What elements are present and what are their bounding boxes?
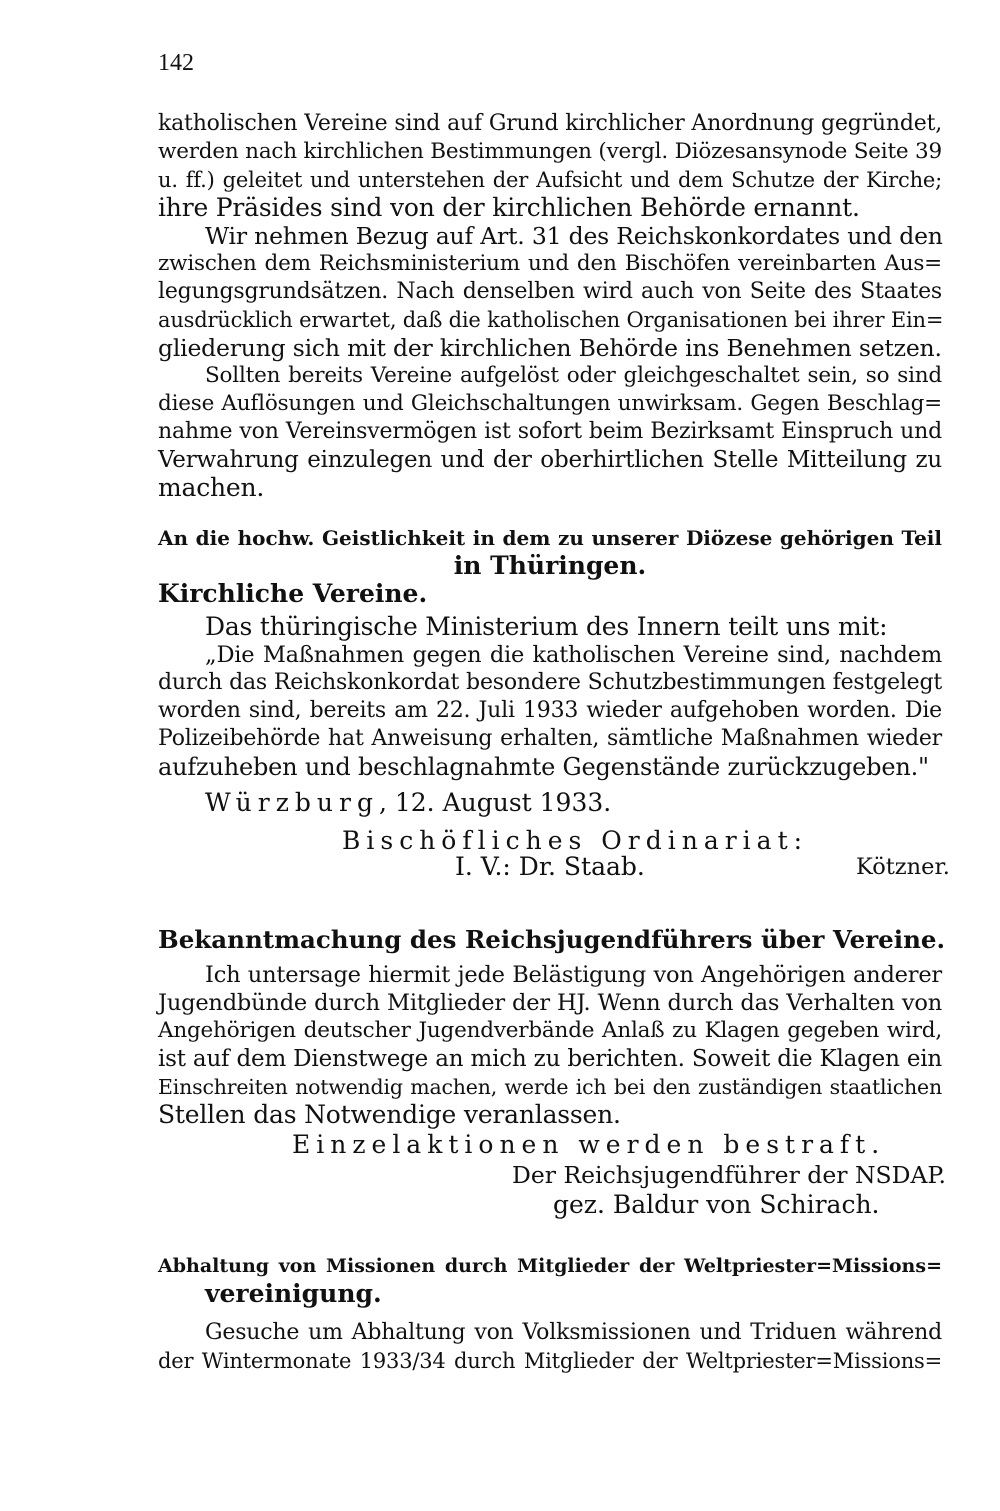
section-heading: Bekanntmachung des Reichsjugendführers über Vereine. [158, 925, 946, 954]
text-line: Verwahrung einzulegen und der oberhirtlichen Stelle Mitteilung zu [158, 447, 942, 473]
office-name: Bischöfliches Ordinariat: [342, 826, 809, 855]
text-line: gliederung sich mit der kirchlichen Behörde ins Benehmen setzen. [158, 334, 942, 362]
text-line: Gesuche um Abhaltung von Volksmissionen und Triduen während [205, 1320, 942, 1345]
text-line: Ich untersage hiermit jede Belästigung von Angehörigen anderer [205, 962, 942, 988]
text-line: „Die Maßnahmen gegen die katholischen Vereine sind, nachdem [205, 642, 942, 668]
section-heading: Abhaltung von Missionen durch Mitglieder der Weltpriester=Missions= [158, 1255, 942, 1277]
emphasis-line: Einzelaktionen werden bestraft. [292, 1130, 886, 1159]
text-line: Polizeibehörde hat Anweisung erhalten, sämtliche Maßnahmen wieder [158, 726, 942, 751]
text-line: worden sind, bereits am 22. Juli 1933 wieder aufgehoben worden. Die [158, 698, 942, 723]
text-line: legungsgrundsätzen. Nach denselben wird auch von Seite des Staates [158, 279, 942, 304]
page-number: 142 [158, 50, 194, 76]
text-line: Jugendbünde durch Mitglieder der HJ. Wenn durch das Verhalten von [158, 990, 942, 1016]
text-line: werden nach kirchlichen Bestimmungen (vergl. Diözesansynode Seite 39 [158, 139, 943, 164]
text-line: Wir nehmen Bezug auf Art. 31 des Reichskonkordates und den [205, 222, 943, 250]
signature-name: gez. Baldur von Schirach. [553, 1190, 880, 1219]
section-heading: An die hochw. Geistlichkeit in dem zu unserer Diözese gehörigen Teil [158, 526, 942, 550]
text-line: nahme von Vereinsvermögen ist sofort beim Bezirksamt Einspruch und [158, 419, 942, 444]
dateline-date: , 12. August 1933. [378, 788, 612, 817]
signatory-koetzner: Kötzner. [856, 854, 950, 880]
signatory-staab: I. V.: Dr. Staab. [455, 852, 645, 881]
section-heading-continued: vereinigung. [205, 1279, 382, 1308]
text-line: aufzuheben und beschlagnahmte Gegenstände zurückzugeben." [158, 753, 929, 781]
text-line: u. ff.) geleitet und unterstehen der Aufsicht und dem Schutze der Kirche; [158, 168, 942, 192]
text-line: ihre Präsides sind von der kirchlichen Behörde ernannt. [158, 193, 860, 222]
text-line: Stellen das Notwendige veranlassen. [158, 1100, 621, 1129]
text-line: Das thüringische Ministerium des Innern teilt uns mit: [205, 612, 888, 641]
dateline [205, 788, 611, 818]
text-line: katholischen Vereine sind auf Grund kirchlicher Anordnung gegründet, [158, 111, 942, 136]
text-line: Einschreiten notwendig machen, werde ich bei den zuständigen staatlichen [158, 1075, 942, 1099]
dateline-place: Würzburg [205, 788, 379, 817]
text-line: machen. [158, 473, 265, 502]
text-line: durch das Reichskonkordat besondere Schutzbestimmungen festgelegt [158, 670, 942, 695]
text-line: der Wintermonate 1933/34 durch Mitglieder der Weltpriester=Missions= [158, 1349, 942, 1373]
text-line: Angehörigen deutscher Jugendverbände Anlaß zu Klagen gegeben wird, [158, 1018, 942, 1043]
text-line: ist auf dem Dienstwege an mich zu berichten. Soweit die Klagen ein [158, 1046, 942, 1072]
text-line: ausdrücklich erwartet, daß die katholischen Organisationen bei ihrer Ein= [158, 308, 944, 332]
text-line: Sollten bereits Vereine aufgelöst oder gleichgeschaltet sein, so sind [205, 363, 942, 388]
section-heading-continued: in Thüringen. [453, 551, 647, 580]
section-subheading: Kirchliche Vereine. [158, 579, 428, 608]
text-line: diese Auflösungen und Gleichschaltungen unwirksam. Gegen Beschlag= [158, 391, 942, 416]
text-line: zwischen dem Reichsministerium und den Bischöfen vereinbarten Aus= [158, 251, 942, 276]
signature-title: Der Reichsjugendführer der NSDAP. [512, 1161, 946, 1189]
